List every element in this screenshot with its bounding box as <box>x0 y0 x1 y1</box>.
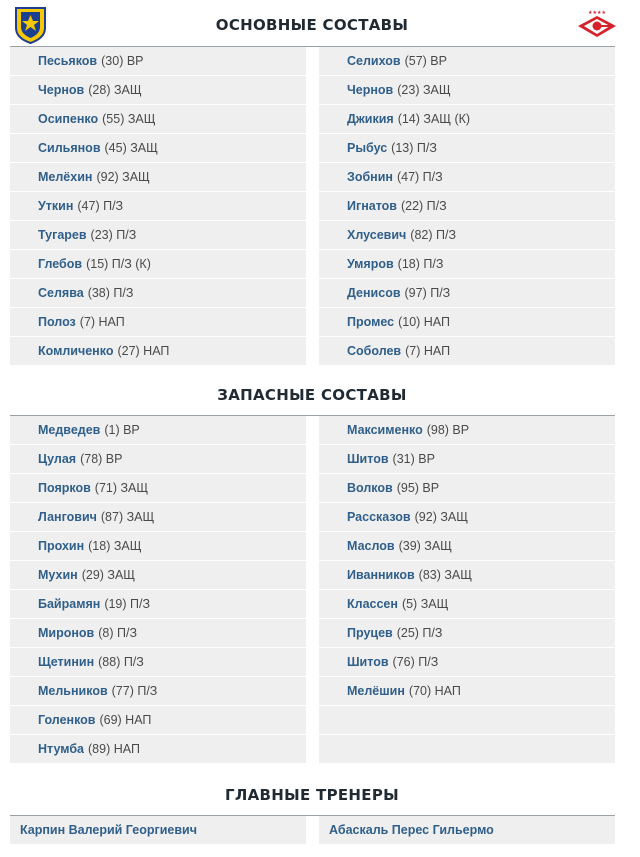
player-row <box>10 474 306 503</box>
player-name-link[interactable]: Миронов <box>38 626 95 640</box>
player-number-position: (77) П/З <box>111 684 158 698</box>
player-row <box>10 503 306 532</box>
home-subs-list <box>10 416 306 764</box>
player-row <box>10 590 306 619</box>
player-number-position: (10) НАП <box>398 315 450 329</box>
player-name-link[interactable]: Чернов <box>38 83 85 97</box>
player-name-link[interactable]: Уткин <box>38 199 74 213</box>
player-number-position: (1) ВР <box>104 423 140 437</box>
player-name-link[interactable]: Волков <box>347 481 393 495</box>
player-row <box>10 648 306 677</box>
player-row <box>319 532 615 561</box>
player-name-link[interactable]: Чернов <box>347 83 394 97</box>
substitutes-title: ЗАПАСНЫЕ СОСТАВЫ <box>217 386 407 404</box>
player-name-link[interactable]: Игнатов <box>347 199 397 213</box>
player-row <box>10 677 306 706</box>
player-number-position: (89) НАП <box>88 742 140 756</box>
player-number-position: (7) НАП <box>79 315 125 329</box>
player-name-link[interactable]: Пруцев <box>347 626 393 640</box>
spartak-crest-icon[interactable] <box>574 9 620 39</box>
player-name-link[interactable]: Маслов <box>347 539 395 553</box>
home-coach-cell <box>10 816 306 844</box>
lineup-header <box>0 0 640 47</box>
player-row <box>10 76 306 105</box>
player-name-link[interactable]: Соболев <box>347 344 402 358</box>
player-name-link[interactable]: Хлусевич <box>347 228 407 242</box>
player-name-link[interactable]: Поярков <box>38 481 91 495</box>
player-name-link[interactable]: Рыбус <box>347 141 388 155</box>
player-name-link[interactable]: Максименко <box>347 423 423 437</box>
player-number-position: (78) ВР <box>80 452 123 466</box>
player-name-link[interactable]: Щетинин <box>38 655 95 669</box>
player-name-link[interactable]: Комличенко <box>38 344 114 358</box>
player-name-link[interactable]: Нтумба <box>38 742 85 756</box>
player-row <box>10 561 306 590</box>
player-row <box>10 163 306 192</box>
player-number-position: (47) П/З <box>396 170 443 184</box>
player-row <box>10 250 306 279</box>
empty-row <box>319 735 615 764</box>
away-subs-list <box>319 416 615 764</box>
player-row <box>319 105 615 134</box>
player-name-link[interactable]: Мухин <box>38 568 78 582</box>
player-row <box>10 105 306 134</box>
player-row <box>10 706 306 735</box>
player-row <box>319 192 615 221</box>
player-number-position: (95) ВР <box>396 481 440 495</box>
player-number-position: (28) ЗАЩ <box>88 83 142 97</box>
player-number-position: (8) П/З <box>98 626 138 640</box>
player-row <box>319 47 615 76</box>
player-name-link[interactable]: Песьяков <box>38 54 98 68</box>
player-name-link[interactable]: Байрамян <box>38 597 101 611</box>
empty-row <box>319 706 615 735</box>
player-row <box>319 163 615 192</box>
player-number-position: (23) П/З <box>90 228 137 242</box>
player-number-position: (45) ЗАЩ <box>104 141 158 155</box>
home-starting-list <box>10 47 306 366</box>
substitutes-table <box>10 415 615 764</box>
player-name-link[interactable]: Шитов <box>347 452 389 466</box>
player-name-link[interactable]: Рассказов <box>347 510 411 524</box>
player-row <box>10 416 306 445</box>
player-name-link[interactable]: Цулая <box>38 452 77 466</box>
player-row <box>10 279 306 308</box>
player-number-position: (57) ВР <box>404 54 447 68</box>
player-row <box>319 561 615 590</box>
player-name-link[interactable]: Глебов <box>38 257 83 271</box>
player-name-link[interactable]: Иванников <box>347 568 415 582</box>
svg-text:★★★★: ★★★★ <box>588 10 606 16</box>
player-row <box>319 619 615 648</box>
player-row <box>10 47 306 76</box>
player-row <box>319 134 615 163</box>
player-name-link[interactable]: Тугарев <box>38 228 87 242</box>
player-name-link[interactable]: Прохин <box>38 539 85 553</box>
player-name-link[interactable]: Селихов <box>347 54 401 68</box>
player-row <box>10 308 306 337</box>
player-number-position: (22) П/З <box>400 199 447 213</box>
player-number-position: (23) ЗАЩ <box>397 83 451 97</box>
player-number-position: (55) ЗАЩ <box>102 112 156 126</box>
player-number-position: (39) ЗАЩ <box>398 539 452 553</box>
player-number-position: (83) ЗАЩ <box>418 568 472 582</box>
player-row <box>319 250 615 279</box>
player-number-position: (92) ЗАЩ <box>96 170 150 184</box>
player-name-link[interactable]: Денисов <box>347 286 401 300</box>
player-number-position: (7) НАП <box>405 344 451 358</box>
player-name-link[interactable]: Полоз <box>38 315 76 329</box>
player-row <box>319 503 615 532</box>
player-row <box>319 221 615 250</box>
player-number-position: (27) НАП <box>117 344 170 358</box>
away-coach-name[interactable]: Абаскаль Перес Гильермо <box>319 816 615 844</box>
player-name-link[interactable]: Промес <box>347 315 395 329</box>
player-name-link[interactable]: Умяров <box>347 257 394 271</box>
player-row <box>319 648 615 677</box>
player-row <box>319 590 615 619</box>
player-number-position: (29) ЗАЩ <box>81 568 136 582</box>
player-name-link[interactable]: Классен <box>347 597 398 611</box>
player-row <box>10 445 306 474</box>
player-number-position: (82) П/З <box>410 228 457 242</box>
player-row <box>319 677 615 706</box>
player-name-link[interactable]: Сильянов <box>38 141 101 155</box>
player-number-position: (19) П/З <box>104 597 151 611</box>
starting-lineups-title: ОСНОВНЫЕ СОСТАВЫ <box>215 16 409 34</box>
player-row <box>319 474 615 503</box>
player-row <box>319 337 615 366</box>
player-row <box>319 445 615 474</box>
player-name-link[interactable]: Мелёшин <box>347 684 405 698</box>
player-name-link[interactable]: Шитов <box>347 655 389 669</box>
player-name-link[interactable]: Селява <box>38 286 84 300</box>
player-number-position: (31) ВР <box>392 452 435 466</box>
head-coaches-title: ГЛАВНЫЕ ТРЕНЕРЫ <box>225 786 399 804</box>
player-number-position: (76) П/З <box>392 655 439 669</box>
player-number-position: (30) ВР <box>101 54 144 68</box>
away-coach-cell <box>319 816 615 844</box>
player-number-position: (14) ЗАЩ (К) <box>397 112 471 126</box>
player-row <box>319 416 615 445</box>
starting-lineups-table <box>10 46 615 366</box>
player-name-link[interactable]: Зобнин <box>347 170 393 184</box>
player-number-position: (18) П/З <box>397 257 444 271</box>
player-name-link[interactable]: Медведев <box>38 423 101 437</box>
player-row <box>10 735 306 764</box>
player-number-position: (70) НАП <box>408 684 461 698</box>
player-number-position: (25) П/З <box>396 626 443 640</box>
player-row <box>319 76 615 105</box>
player-number-position: (87) ЗАЩ <box>100 510 155 524</box>
player-row <box>10 532 306 561</box>
player-row <box>319 279 615 308</box>
player-number-position: (88) П/З <box>98 655 144 669</box>
away-starting-list <box>319 47 615 366</box>
coaches-table <box>10 815 615 844</box>
player-name-link[interactable]: Осипенко <box>38 112 99 126</box>
player-number-position: (38) П/З <box>87 286 134 300</box>
player-number-position: (69) НАП <box>99 713 152 727</box>
player-row <box>10 337 306 366</box>
player-number-position: (15) П/З (К) <box>86 257 151 271</box>
player-number-position: (92) ЗАЩ <box>414 510 468 524</box>
player-name-link[interactable]: Джикия <box>347 112 394 126</box>
player-row <box>10 134 306 163</box>
player-name-link[interactable]: Голенков <box>38 713 96 727</box>
player-name-link[interactable]: Мельников <box>38 684 108 698</box>
player-number-position: (13) П/З <box>391 141 437 155</box>
player-row <box>319 308 615 337</box>
player-name-link[interactable]: Мелёхин <box>38 170 93 184</box>
player-number-position: (18) ЗАЩ <box>88 539 142 553</box>
player-number-position: (98) ВР <box>426 423 470 437</box>
player-row <box>10 619 306 648</box>
player-number-position: (5) ЗАЩ <box>401 597 449 611</box>
player-number-position: (97) П/З <box>404 286 451 300</box>
player-row <box>10 192 306 221</box>
player-row <box>10 221 306 250</box>
player-number-position: (47) П/З <box>77 199 124 213</box>
player-number-position: (71) ЗАЩ <box>94 481 149 495</box>
home-coach-name[interactable]: Карпин Валерий Георгиевич <box>10 816 306 844</box>
player-name-link[interactable]: Лангович <box>38 510 97 524</box>
